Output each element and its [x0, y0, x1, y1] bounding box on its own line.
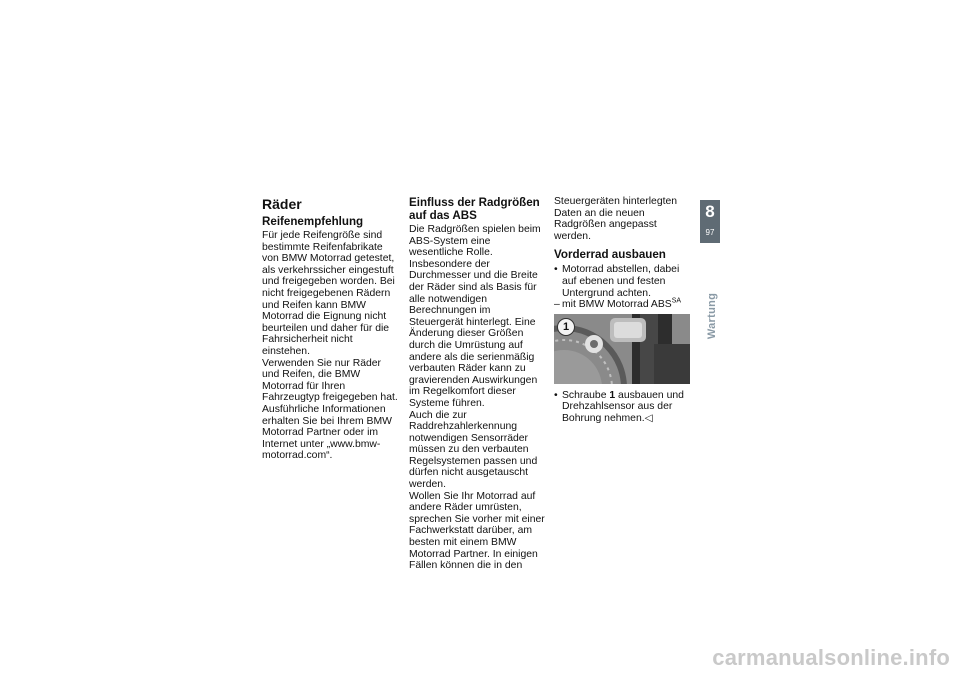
bullet-text: Motorrad abstellen, dabei auf ebenen und festen Untergrund achten.	[562, 264, 680, 299]
paragraph-continuation: Steuergeräten hinterlegten Daten an die neuen Radgrößen angepasst werden.	[554, 196, 678, 242]
bullet-text-pre: Schraube	[562, 389, 610, 401]
watermark: carmanualsonline.info	[712, 645, 950, 670]
dash-mark: –	[554, 299, 560, 311]
sa-superscript: SA	[671, 297, 682, 305]
chapter-tab	[700, 200, 720, 243]
bullet-item	[554, 264, 692, 299]
column-3	[554, 196, 692, 425]
bullet-item	[554, 390, 692, 425]
paragraph: Auch die zur Raddrehzahlerkennung notwendigen Sensorräder müssen zu den verbauten Regelsystemen passen und dürfen nicht ausgetauscht werden.	[409, 409, 538, 491]
page-title: Räder	[262, 196, 302, 212]
dash-item	[554, 299, 692, 311]
paragraph: Wollen Sie Ihr Motorrad auf andere Räder umrüsten, sprechen Sie vorher mit einer Fachwerkstatt darüber, am besten mit einem BMW Motorrad Partner. In einigen Fällen können die in den	[409, 490, 545, 572]
section-heading-reifenempfehlung: Reifenempfehlung	[262, 215, 364, 228]
chapter-number: 8	[705, 202, 715, 221]
paragraph: Für jede Reifengröße sind bestimmte Reifenfabrikate von BMW Motorrad getestet, als verkehrssicher eingestuft und freigegeben worden. Bei nicht freigegebenen Rädern und Reifen kann BMW Motorrad die Eignung nicht beurteilen und daher für die Fahrsicherheit nicht einstehen.	[262, 230, 395, 357]
bullet-mark: •	[554, 264, 558, 276]
column-2	[409, 196, 545, 572]
paragraph: Die Radgrößen spielen beim ABS-System eine wesentliche Rolle. Insbesondere der Durchmesser und die Breite der Räder sind als Basis für alle notwendigen Berechnungen im Steuergerät hinterlegt. Eine Änderung dieser Größen durch die Umrüstung auf andere als die serienmäßig verbauten Räder kann zu gravierenden Auswirkungen im Regelkomfort dieser Systeme führen.	[409, 224, 541, 409]
end-of-procedure-icon: ◁	[644, 412, 653, 424]
column-1	[262, 196, 400, 462]
bullet-text-post: ausbauen und Drehzahlsensor aus der Bohrung nehmen.	[562, 389, 684, 424]
paragraph: Ausführliche Informationen erhalten Sie bei Ihrem BMW Motorrad Partner oder im Internet unter „www.bmw-motorrad.com“.	[262, 403, 392, 462]
callout-number: 1	[557, 318, 575, 336]
section-heading-abs: Einfluss der Radgrößen auf das ABS	[409, 196, 540, 222]
paragraph: Verwenden Sie nur Räder und Reifen, die BMW Motorrad für Ihren Fahrzeugtyp freigegeben hat.	[262, 357, 398, 404]
bullet-callout-ref: 1	[609, 389, 616, 401]
page-number: 97	[705, 228, 715, 237]
chapter-side-label: Wartung	[706, 292, 718, 340]
dash-text: mit BMW Motorrad ABS	[562, 299, 672, 311]
bullet-mark: •	[554, 389, 558, 401]
section-heading-vorderrad: Vorderrad ausbauen	[554, 248, 666, 262]
wheel-sensor-photo	[554, 314, 690, 384]
